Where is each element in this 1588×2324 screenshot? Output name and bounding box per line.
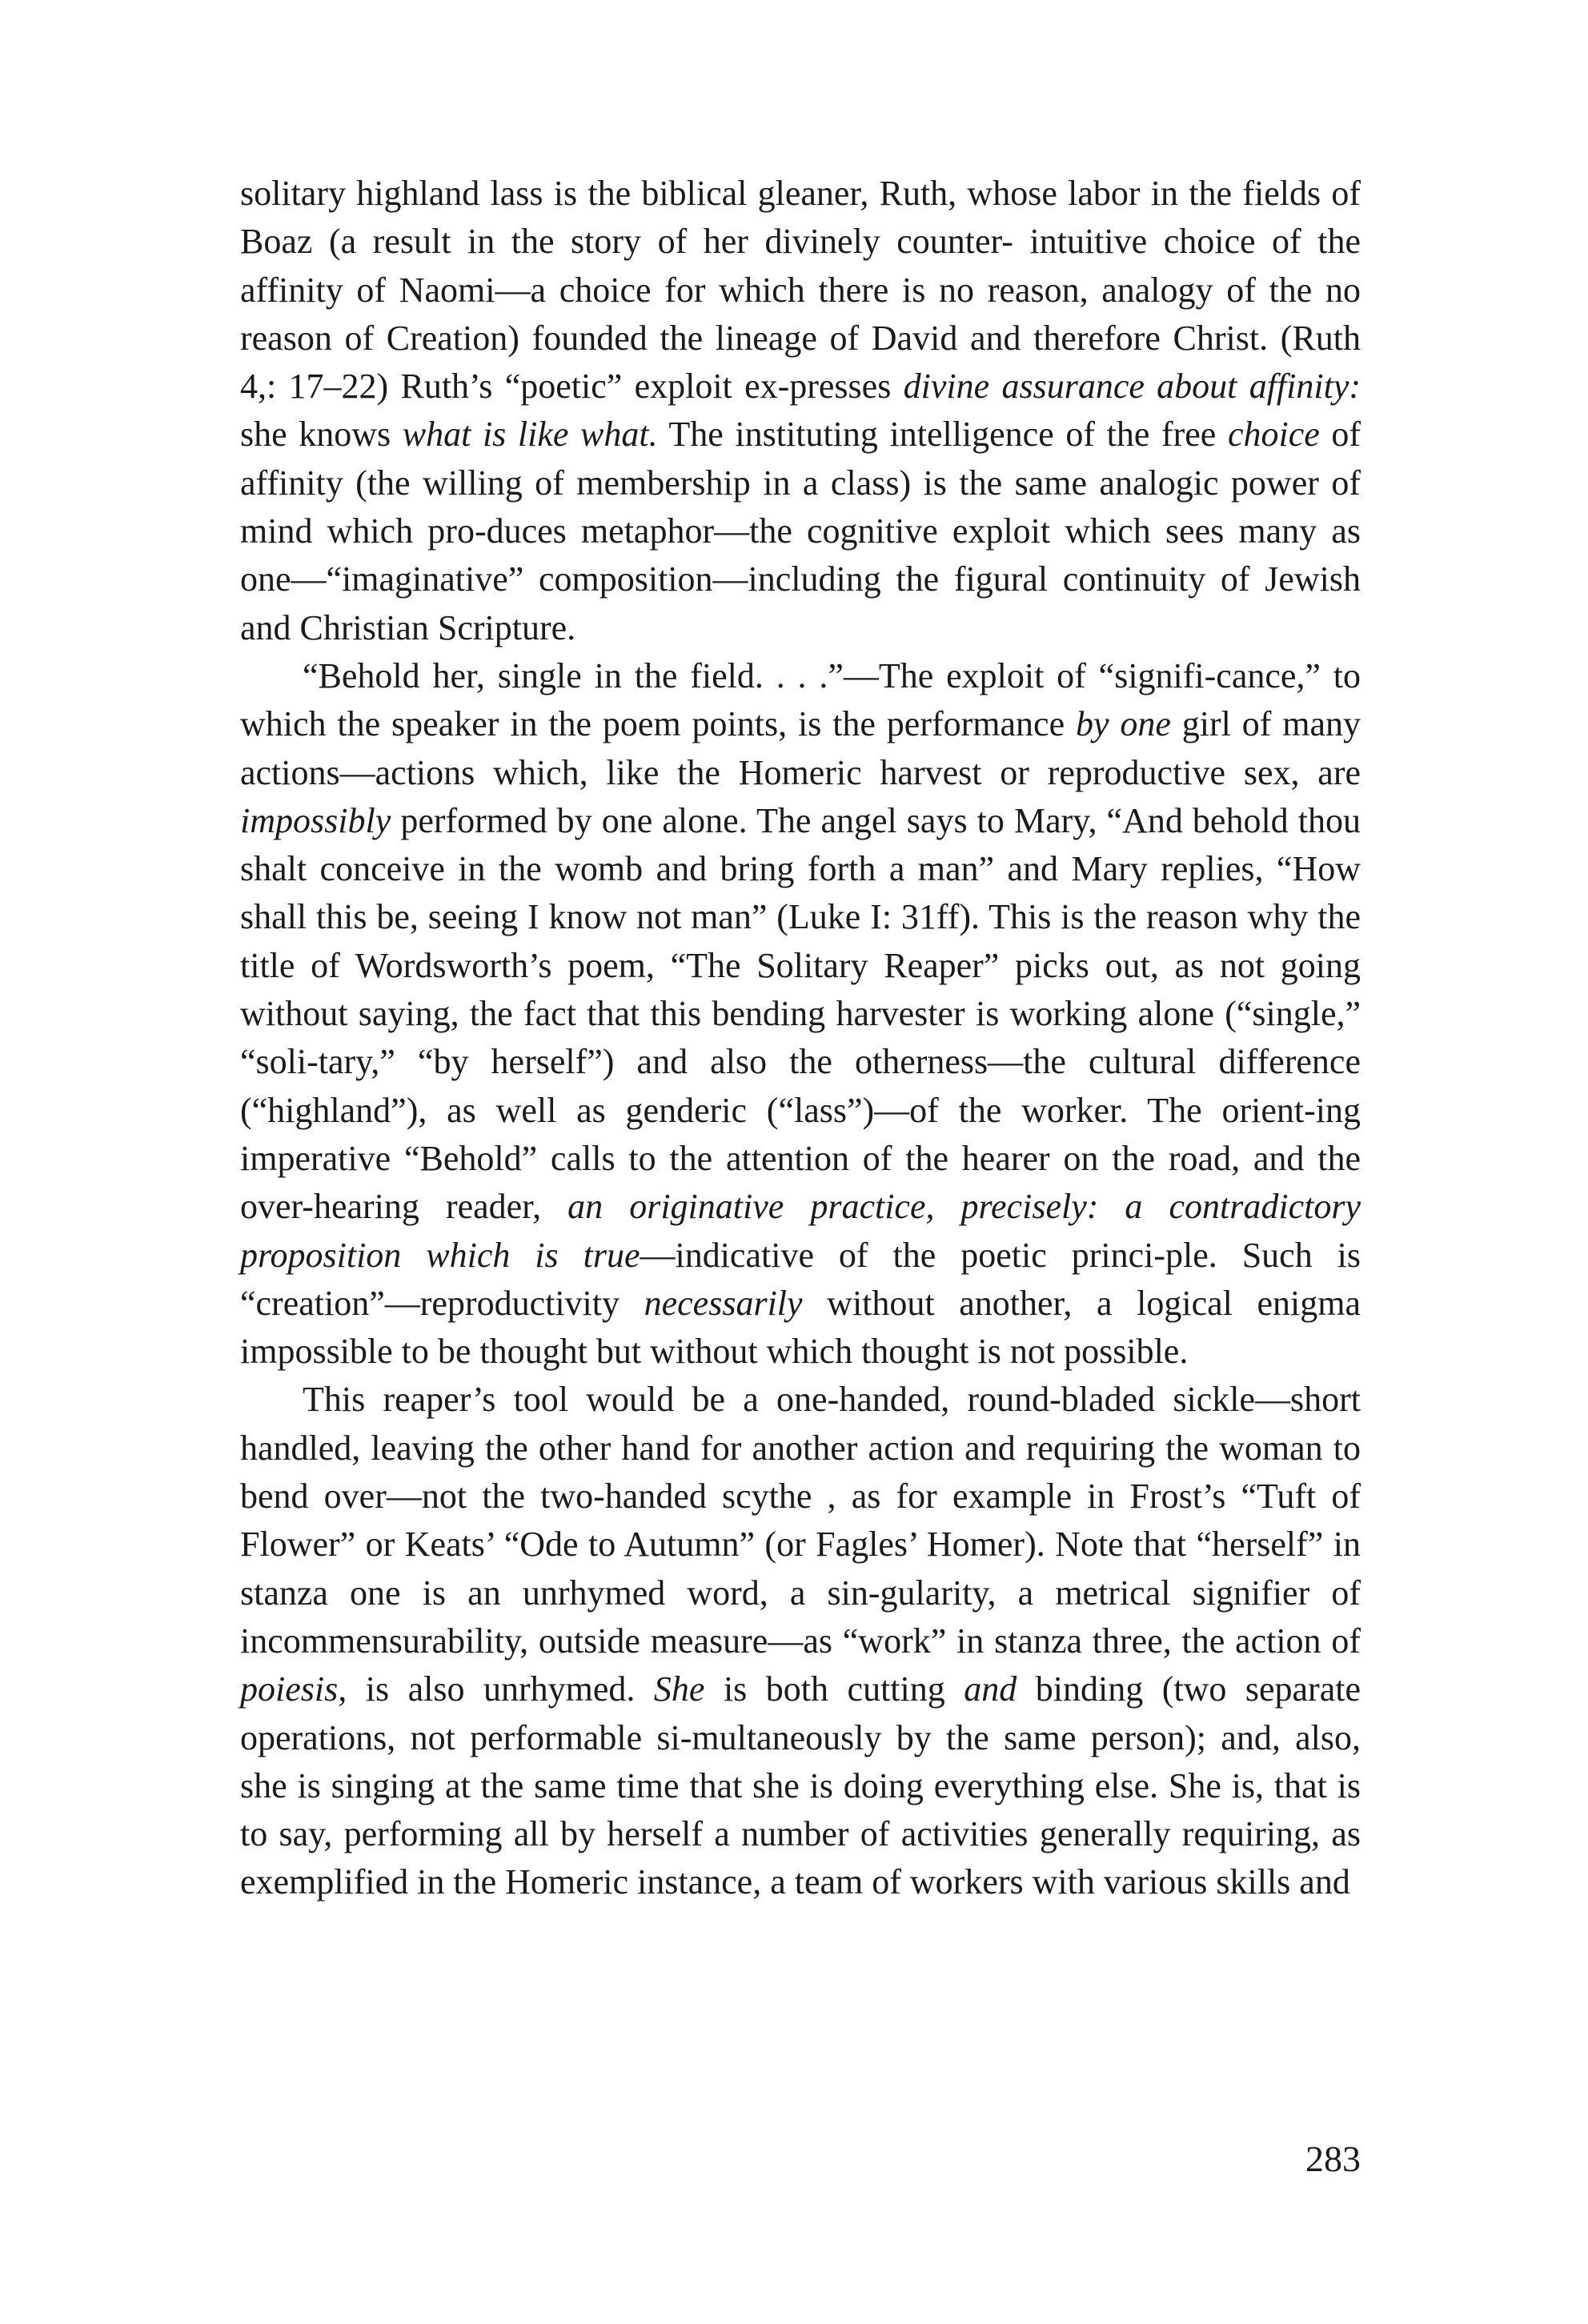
text-run: is both cutting: [704, 1669, 964, 1709]
paragraph-1: [240, 170, 1361, 652]
italic-text: necessarily: [644, 1283, 803, 1323]
page-number: 283: [1305, 2138, 1361, 2179]
text-run: she knows: [240, 415, 403, 455]
italic-text: what is like what.: [402, 415, 658, 455]
text-run: This reaper’s tool would be a one-handed, round-bladed sickle—short handled, leaving the other hand for another action and requiring the woman to bend over—not the two-handed scythe , as for example in Frost’s “Tuft of Flower” or Keats’ “Ode to Autumn” (or Fagles’ Homer). Note that “herself” in stanza one is an unrhymed word, a sin-gularity, a metrical signifier of incommensurability, outside measure—as “work” in stanza three, the action of: [240, 1380, 1361, 1661]
text-run: of affinity (the willing of membership in a class) is the same analogic power of mind which pro-duces metaphor—the cognitive exploit which sees many as one—“imaginative” composition—including the figural continuity of Jewish and Christian Scripture.: [240, 415, 1361, 647]
text-run: “Behold her, single in the field. . . .”—The exploit of “signifi-cance,” to which the speaker in the poem points, is the performance: [240, 655, 1361, 744]
italic-text: She: [653, 1669, 705, 1709]
italic-text: an originative practice, precisely: a contradictory proposition which is true: [240, 1187, 1361, 1275]
text-run: is also unrhymed.: [347, 1669, 654, 1709]
italic-text: poiesis,: [240, 1669, 347, 1709]
text-run: —indicative of the poetic princi-ple. Such is “creation”—reproductivity: [240, 1235, 1361, 1323]
paragraph-2: [240, 652, 1361, 1376]
text-run: binding (two separate operations, not performable si-multaneously by the same person); and, also, she is singing at the same time that she is doing everything else. She is, that is to say, performing all by herself a number of activities generally requiring, as exemplified in the Homeric instance, a team of workers with various skills and: [240, 1669, 1361, 1902]
italic-text: choice: [1227, 415, 1320, 455]
text-run: without another, a logical enigma impossible to be thought but without which thought is not possible.: [240, 1283, 1361, 1372]
text-run: girl of many actions—actions which, like the Homeric harvest or reproductive sex, are: [240, 704, 1361, 792]
italic-text: and: [964, 1669, 1017, 1709]
text-run: The instituting intelligence of the free: [657, 415, 1228, 455]
italic-text: divine assurance about affinity:: [903, 367, 1361, 407]
text-run: solitary highland lass is the biblical gleaner, Ruth, whose labor in the fields of Boaz (a result in the story of her divinely counter- intuitive choice of the affinity of Naomi—a choice for which there is no reason, analogy of the no reason of Creation) founded the lineage of David and therefore Christ. (Ruth 4,: 17–22) Ruth’s “poetic” exploit ex-presses: [240, 174, 1361, 407]
paragraph-3: [240, 1376, 1361, 1906]
page-body: [240, 170, 1361, 1907]
italic-text: impossibly: [240, 800, 391, 840]
text-run: performed by one alone. The angel says to Mary, “And behold thou shalt conceive in the womb and bring forth a man” and Mary replies, “How shall this be, seeing I know not man” (Luke I: 31ff). This is the reason why the title of Wordsworth’s poem, “The Solitary Reaper” picks out, as not going without saying, the fact that this bending harvester is working alone (“single,” “soli-tary,” “by herself”) and also the otherness—the cultural difference (“highland”), as well as genderic (“lass”)—of the worker. The orient-ing imperative “Behold” calls to the attention of the hearer on the road, and the over-hearing reader,: [240, 800, 1361, 1227]
italic-text: by one: [1075, 704, 1171, 744]
